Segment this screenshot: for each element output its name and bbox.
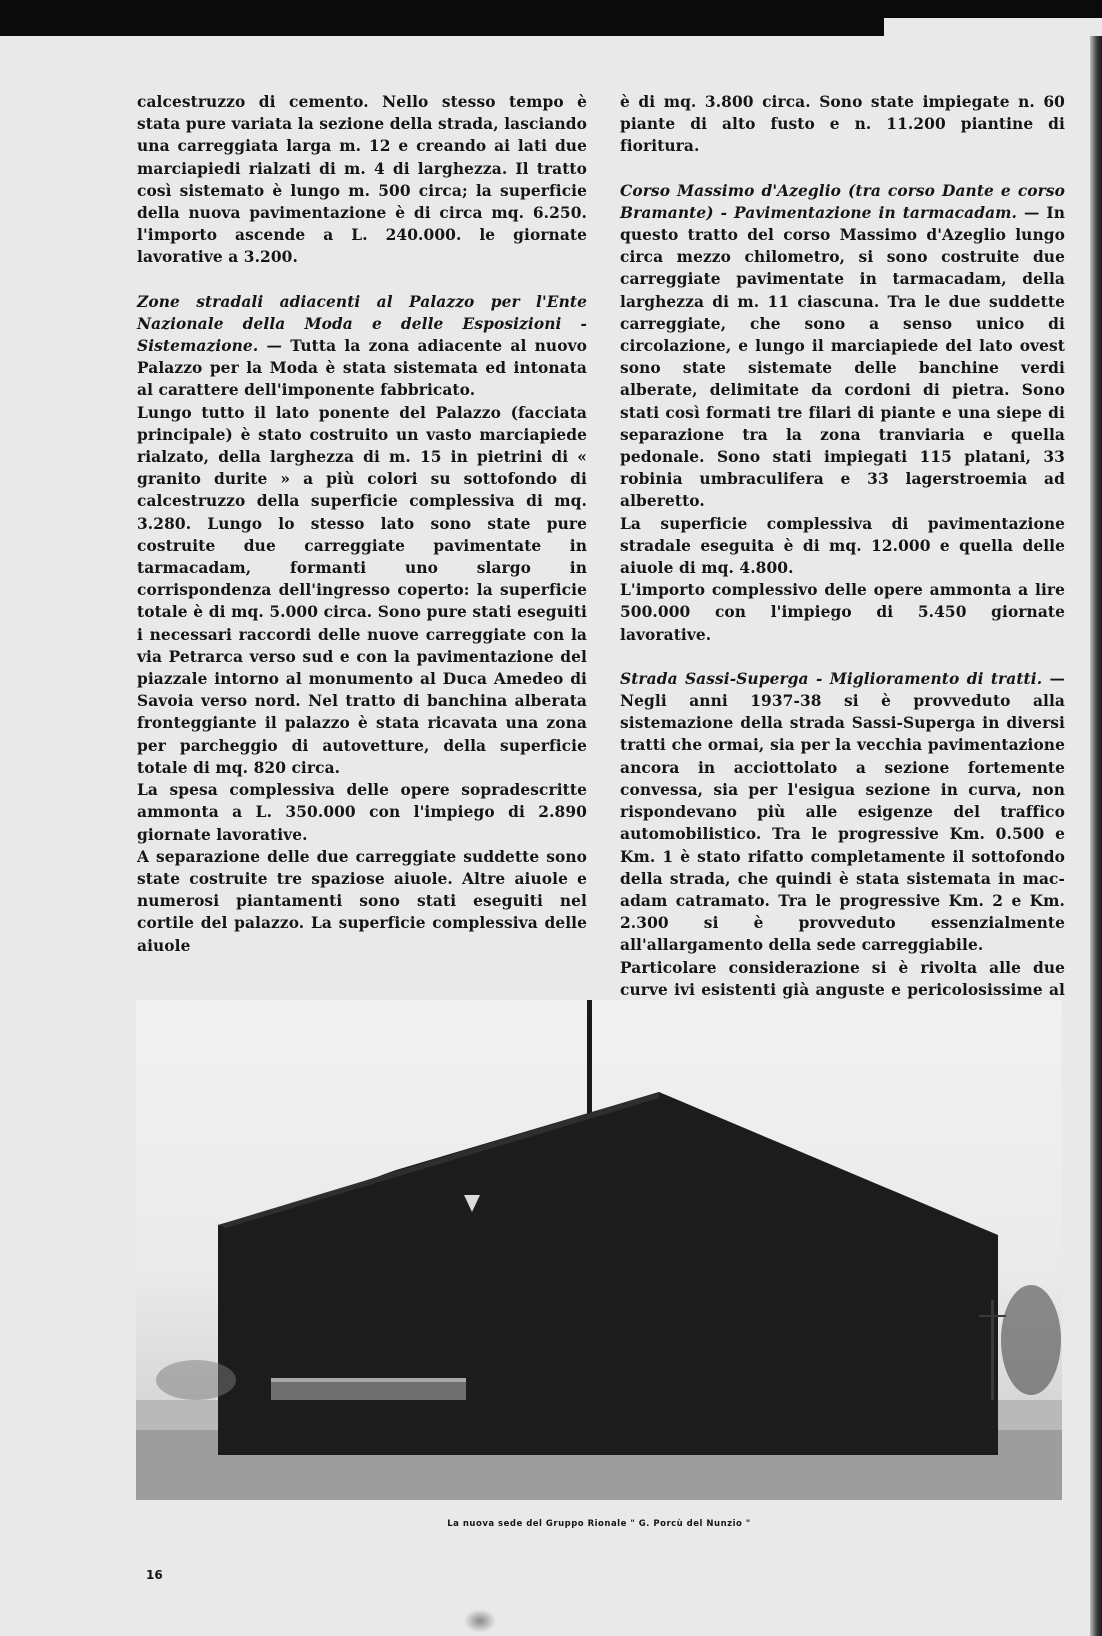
building-facade xyxy=(218,1092,998,1455)
paragraph: calcestruzzo di cemento. Nello stesso tempo è stata pure variata la sezione della strada, lasciando una carreggiata larga m. 12 e creando ai lati due marciapiedi rialzati di m. 4 di larghezza. Il tratto così sistemato è lungo m. 500 circa; la superficie della nuova pavimentazione è di circa mq. 6.250. l'importo ascende a L. 240.000. le giornate lavorative a 3.200. xyxy=(137,93,587,267)
left-text-column xyxy=(137,91,587,957)
page-edge-shadow xyxy=(1090,36,1102,1636)
paragraph: Corso Massimo d'Azeglio (tra corso Dante e corso Bramante) - Pavimentazione in tarmacadam. — In questo tratto del corso Massimo d'Azeglio lungo circa mezzo chilometro, si sono costruite due carreggiate pavimentate in tarmacadam, della larghezza di m. 11 ciascuna. Tra le due suddette carreggiate, che sono a senso unico di circolazione, e lungo il marciapiede del lato ovest sono state sistemate delle banchine verdi alberate, delimitate da cordoni di pietra. Sono stati così formati tre filari di piante e una siepe di separazione tra la zona tranviaria e quella pedonale. Sono stati impiegati 115 platani, 33 robinia umbraculifera e 33 lagerstroemia ad alberetto. xyxy=(620,181,1065,511)
low-wall-top xyxy=(271,1378,466,1382)
section-heading: Corso Massimo d'Azeglio (tra corso Dante e corso Bramante) - Pavimentazione in tarmacadam. xyxy=(620,181,1065,222)
paragraph: L'importo complessivo delle opere ammonta a lire 500.000 con l'impiego di 5.450 giornate lavorative. xyxy=(620,581,1065,644)
shrub xyxy=(156,1360,236,1400)
tree xyxy=(1001,1285,1061,1395)
top-black-bar xyxy=(0,0,884,36)
right-text-column xyxy=(620,91,1065,1023)
paragraph: Particolare considerazione si è rivolta alle due curve ivi esistenti già anguste e pericolosissime al xyxy=(620,958,1065,999)
section-heading: Strada Sassi-Superga - Miglioramento di tratti. xyxy=(620,669,1043,688)
paragraph: è di mq. 3.800 circa. Sono state impiegate n. 60 piante di alto fusto e n. 11.200 piantine di fioritura. xyxy=(620,93,1065,156)
paragraph: Lungo tutto il lato ponente del Palazzo (facciata principale) è stato costruito un vasto marciapiede rialzato, della larghezza di m. 15 in pietrini di « granito durite » a più colori su sottofondo di calcestruzzo della superficie complessiva di mq. 3.280. Lungo lo stesso lato sono state pure costruite due carreggiate pavimentate in tarmacadam, formanti uno slargo in corrispondenza dell'ingresso coperto: la superficie totale è di mq. 5.000 circa. Sono pure stati eseguiti i necessari raccordi delle nuove carreggiate con la via Petrarca verso sud e con la pavimentazione del piazzale intorno al monumento al Duca Amedeo di Savoia verso nord. Nel tratto di banchina alberata fronteggiante il palazzo è stata ricavata una zona per parcheggio di autovetture, della superficie totale di mq. 820 circa. xyxy=(137,403,587,777)
building-photo xyxy=(136,1000,1062,1500)
paragraph: La superficie complessiva di pavimentazione stradale eseguita è di mq. 12.000 e quella delle aiuole di mq. 4.800. xyxy=(620,514,1065,578)
paragraph: A separazione delle due carreggiate suddette sono state costruite tre spaziose aiuole. Altre aiuole e numerosi piantamenti sono stati eseguiti nel cortile del palazzo. La superficie complessiva delle aiuole xyxy=(137,847,587,955)
lamp-arm xyxy=(979,1315,1006,1317)
top-black-bar-right xyxy=(884,0,1102,18)
paragraph: Strada Sassi-Superga - Miglioramento di tratti. — Negli anni 1937-38 si è provveduto alla sistemazione della strada Sassi-Superga in diversi tratti che ormai, sia per la vecchia pavimentazione ancora in acciottolato a sezione fortemente convessa, sia per l'esigua sezione in curva, non rispondevano più alle esigenze del traffico automobilistico. Tra le progressive Km. 0.500 e Km. 1 è stato rifatto completamente il sottofondo della strada, che quindi è stata sistemata in mac-adam catramato. Tra le progressive Km. 2 e Km. 2.300 si è provveduto essenzialmente all'allargamento della sede carreggiabile. xyxy=(620,669,1065,955)
photo-caption: La nuova sede del Gruppo Rionale " G. Porcù del Nunzio " xyxy=(447,1519,751,1529)
page-number: 16 xyxy=(146,1568,163,1582)
print-smudge xyxy=(465,1610,495,1632)
paragraph: La spesa complessiva delle opere sopradescritte ammonta a L. 350.000 con l'impiego di 2.890 giornate lavorative. xyxy=(137,781,587,844)
section-heading: Zone stradali adiacenti al Palazzo per l'Ente Nazionale della Moda e delle Esposizioni - Sistemazione. xyxy=(137,292,587,356)
building-illustration xyxy=(136,1000,1062,1500)
paragraph: Zone stradali adiacenti al Palazzo per l'Ente Nazionale della Moda e delle Esposizioni - Sistemazione. — Tutta la zona adiacente al nuovo Palazzo per la Moda è stata sistemata ed intonata al carattere dell'imponente fabbricato. xyxy=(137,292,587,400)
